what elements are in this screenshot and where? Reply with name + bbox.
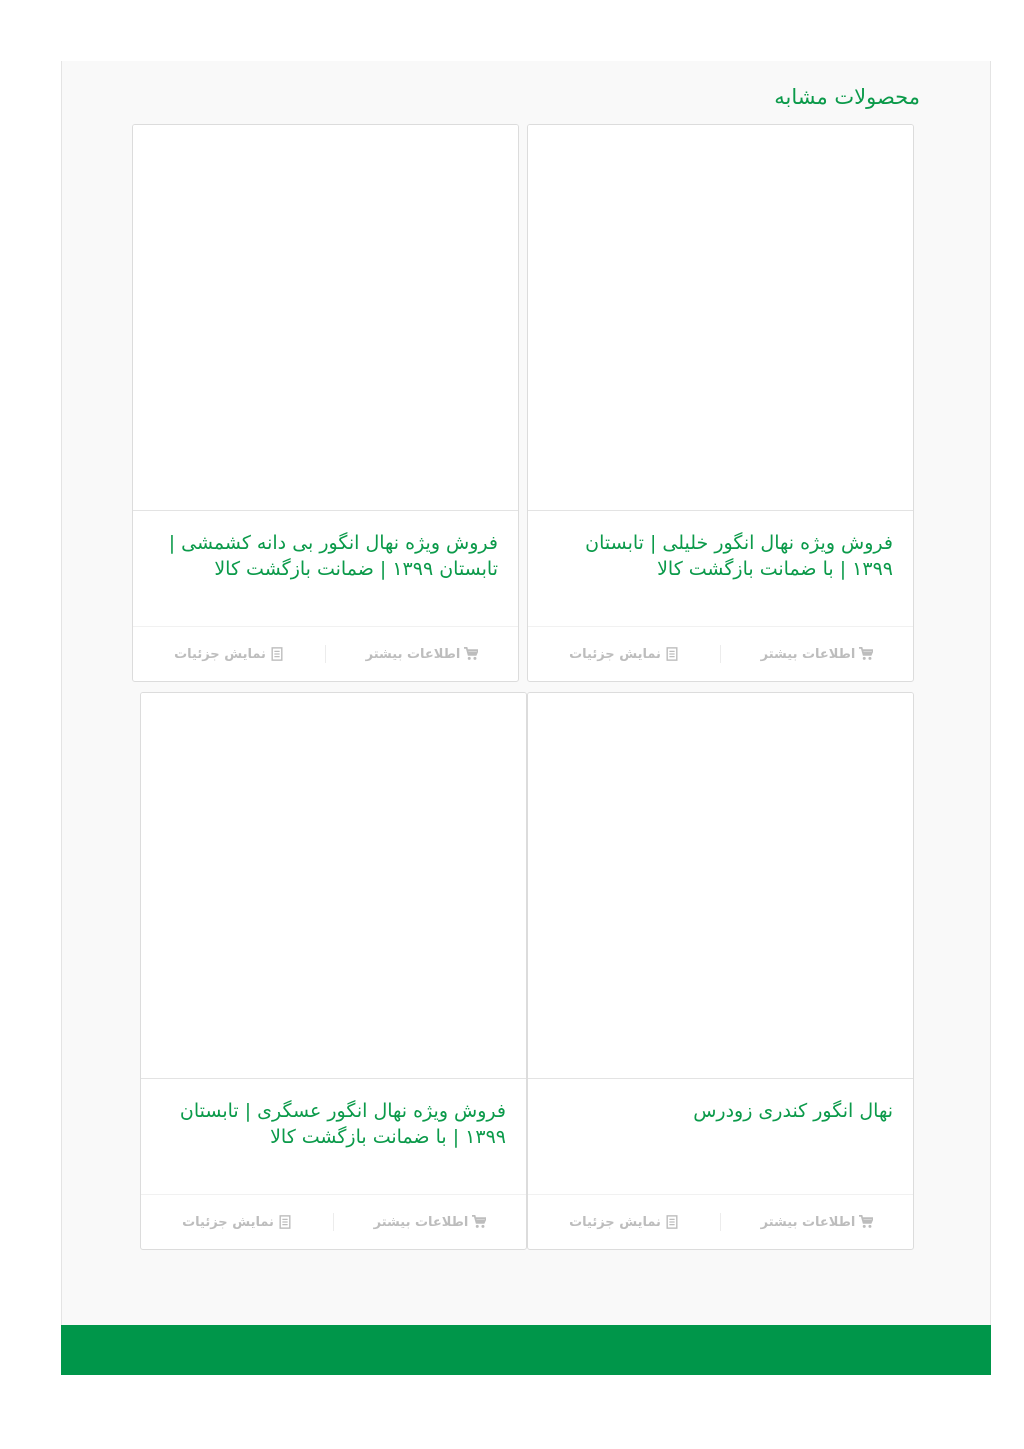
product-image[interactable] (528, 125, 913, 511)
cart-icon (472, 1215, 486, 1229)
action-divider (720, 645, 721, 663)
product-title[interactable]: نهال انگور کندری زودرس (693, 1100, 893, 1122)
card-actions (528, 626, 913, 681)
card-actions (133, 626, 518, 681)
product-card (132, 124, 519, 682)
product-card (527, 124, 914, 682)
footer-bar (61, 1325, 991, 1375)
details-label: نمایش جزئیات (569, 1214, 661, 1230)
more-info-label: اطلاعات بیشتر (760, 1214, 856, 1230)
details-label: نمایش جزئیات (569, 646, 661, 662)
section-title: محصولات مشابه (774, 85, 920, 109)
more-info-button[interactable] (326, 627, 518, 681)
document-icon (278, 1215, 292, 1229)
cart-icon (464, 647, 478, 661)
action-divider (325, 645, 326, 663)
more-info-button[interactable] (334, 1195, 526, 1249)
product-card (527, 692, 914, 1250)
product-title[interactable]: فروش ویژه نهال انگور عسگری | تابستان ۱۳۹۹ | با ضمانت بازگشت کالا (179, 1100, 506, 1148)
cart-icon (859, 647, 873, 661)
details-button[interactable] (133, 627, 325, 681)
cart-icon (859, 1215, 873, 1229)
document-icon (270, 647, 284, 661)
details-button[interactable] (141, 1195, 333, 1249)
details-label: نمایش جزئیات (174, 646, 266, 662)
more-info-label: اطلاعات بیشتر (760, 646, 856, 662)
product-image[interactable] (133, 125, 518, 511)
details-label: نمایش جزئیات (182, 1214, 274, 1230)
details-button[interactable] (528, 1195, 720, 1249)
product-image[interactable] (141, 693, 526, 1079)
document-icon (665, 1215, 679, 1229)
more-info-button[interactable] (721, 1195, 913, 1249)
related-products-section (61, 61, 991, 1325)
card-actions (528, 1194, 913, 1249)
product-card (140, 692, 527, 1250)
details-button[interactable] (528, 627, 720, 681)
document-icon (665, 647, 679, 661)
action-divider (720, 1213, 721, 1231)
product-title[interactable]: فروش ویژه نهال انگور خلیلی | تابستان ۱۳۹۹ | با ضمانت بازگشت کالا (585, 532, 893, 580)
more-info-label: اطلاعات بیشتر (365, 646, 461, 662)
product-image[interactable] (528, 693, 913, 1079)
more-info-label: اطلاعات بیشتر (373, 1214, 469, 1230)
card-actions (141, 1194, 526, 1249)
more-info-button[interactable] (721, 627, 913, 681)
action-divider (333, 1213, 334, 1231)
product-title[interactable]: فروش ویژه نهال انگور بی دانه کشمشی | تابستان ۱۳۹۹ | ضمانت بازگشت کالا (168, 532, 498, 580)
